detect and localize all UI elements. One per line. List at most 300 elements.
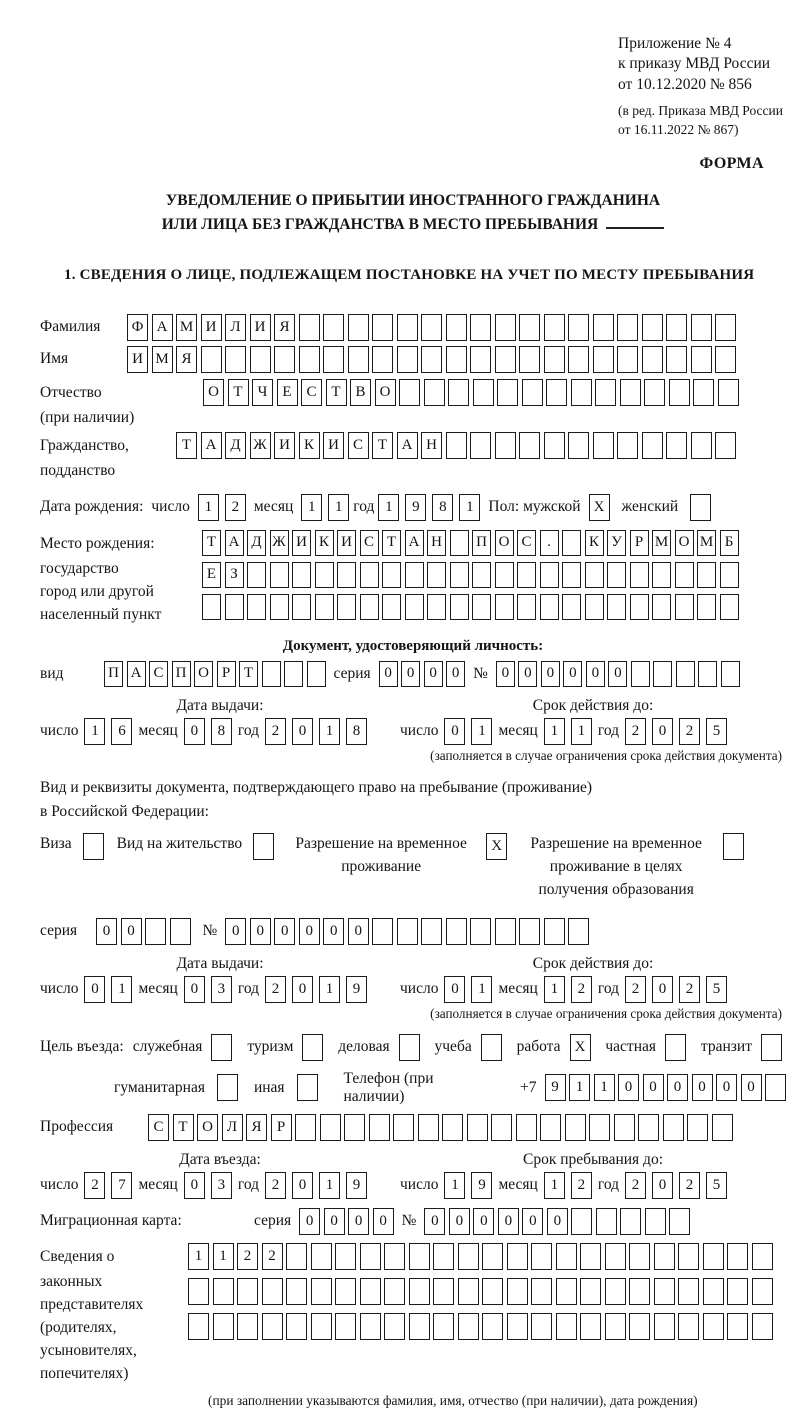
form-cell[interactable]: 0: [449, 1208, 470, 1235]
form-cell[interactable]: К: [585, 530, 604, 556]
form-cell[interactable]: [458, 1278, 479, 1305]
form-cell[interactable]: [270, 562, 289, 588]
form-cell[interactable]: [607, 594, 626, 620]
form-cell[interactable]: С: [148, 1114, 169, 1141]
form-cell[interactable]: [286, 1313, 307, 1340]
form-cell[interactable]: [247, 594, 266, 620]
form-cell[interactable]: [580, 1313, 601, 1340]
birth-place-row3-cells[interactable]: [202, 594, 739, 620]
form-cell[interactable]: 0: [541, 661, 560, 687]
form-cell[interactable]: У: [607, 530, 626, 556]
form-cell[interactable]: [470, 346, 491, 373]
form-cell[interactable]: 0: [250, 918, 271, 945]
form-cell[interactable]: Ж: [250, 432, 271, 459]
form-cell[interactable]: [544, 314, 565, 341]
form-cell[interactable]: [663, 1114, 684, 1141]
form-cell[interactable]: [631, 661, 650, 687]
form-cell[interactable]: 1: [188, 1243, 209, 1270]
form-cell[interactable]: И: [127, 346, 148, 373]
form-cell[interactable]: [433, 1278, 454, 1305]
form-cell[interactable]: 0: [84, 976, 105, 1003]
form-cell[interactable]: 0: [518, 661, 537, 687]
form-cell[interactable]: [472, 594, 491, 620]
form-cell[interactable]: [727, 1278, 748, 1305]
form-cell[interactable]: [531, 1313, 552, 1340]
form-cell[interactable]: [703, 1278, 724, 1305]
purpose-official-checkbox[interactable]: [211, 1034, 232, 1061]
form-cell[interactable]: [335, 1278, 356, 1305]
form-cell[interactable]: К: [315, 530, 334, 556]
form-cell[interactable]: О: [495, 530, 514, 556]
form-cell[interactable]: 0: [324, 1208, 345, 1235]
form-cell[interactable]: [691, 314, 712, 341]
form-cell[interactable]: И: [201, 314, 222, 341]
form-cell[interactable]: [507, 1243, 528, 1270]
form-cell[interactable]: [295, 1114, 316, 1141]
profession-cells[interactable]: [148, 1114, 733, 1141]
form-cell[interactable]: А: [152, 314, 173, 341]
form-cell[interactable]: [698, 661, 717, 687]
form-cell[interactable]: [237, 1313, 258, 1340]
form-cell[interactable]: [372, 346, 393, 373]
form-cell[interactable]: 0: [444, 718, 465, 745]
form-cell[interactable]: 0: [299, 1208, 320, 1235]
form-cell[interactable]: [311, 1278, 332, 1305]
form-cell[interactable]: [629, 1278, 650, 1305]
form-cell[interactable]: 0: [652, 1172, 673, 1199]
form-cell[interactable]: 2: [265, 1172, 286, 1199]
form-cell[interactable]: Т: [382, 530, 401, 556]
form-cell[interactable]: [348, 346, 369, 373]
form-cell[interactable]: [458, 1243, 479, 1270]
birth-day-cells[interactable]: [198, 494, 246, 521]
form-cell[interactable]: [442, 1114, 463, 1141]
form-cell[interactable]: [727, 1243, 748, 1270]
form-cell[interactable]: [752, 1243, 773, 1270]
stay-day-cells[interactable]: [444, 1172, 492, 1199]
form-cell[interactable]: 1: [471, 976, 492, 1003]
form-cell[interactable]: [614, 1114, 635, 1141]
form-cell[interactable]: [531, 1243, 552, 1270]
form-cell[interactable]: [482, 1278, 503, 1305]
form-cell[interactable]: [617, 314, 638, 341]
sex-male-checkbox[interactable]: X: [589, 494, 610, 521]
purpose-humanitarian-checkbox[interactable]: [217, 1074, 238, 1101]
form-cell[interactable]: А: [201, 432, 222, 459]
form-cell[interactable]: 0: [444, 976, 465, 1003]
form-cell[interactable]: 2: [625, 718, 646, 745]
form-cell[interactable]: [720, 594, 739, 620]
form-cell[interactable]: [507, 1313, 528, 1340]
form-cell[interactable]: [225, 594, 244, 620]
form-cell[interactable]: [397, 346, 418, 373]
form-cell[interactable]: 0: [652, 976, 673, 1003]
form-cell[interactable]: [311, 1243, 332, 1270]
form-cell[interactable]: [409, 1243, 430, 1270]
form-cell[interactable]: 0: [292, 1172, 313, 1199]
stay-month-cells[interactable]: [544, 1172, 592, 1199]
form-cell[interactable]: [642, 346, 663, 373]
form-cell[interactable]: А: [397, 432, 418, 459]
residence-expiry-month-cells[interactable]: [544, 976, 592, 1003]
form-cell[interactable]: [568, 346, 589, 373]
doc-issue-year-cells[interactable]: [265, 718, 367, 745]
form-cell[interactable]: М: [652, 530, 671, 556]
form-cell[interactable]: [337, 562, 356, 588]
form-cell[interactable]: 0: [424, 1208, 445, 1235]
residence-issue-year-cells[interactable]: [265, 976, 367, 1003]
form-cell[interactable]: Я: [274, 314, 295, 341]
form-cell[interactable]: [654, 1313, 675, 1340]
form-cell[interactable]: 0: [184, 1172, 205, 1199]
form-cell[interactable]: Р: [271, 1114, 292, 1141]
purpose-business-checkbox[interactable]: [399, 1034, 420, 1061]
form-cell[interactable]: [678, 1313, 699, 1340]
form-cell[interactable]: [482, 1313, 503, 1340]
form-cell[interactable]: 2: [625, 1172, 646, 1199]
form-cell[interactable]: [546, 379, 567, 406]
purpose-transit-checkbox[interactable]: [761, 1034, 782, 1061]
doc-expiry-day-cells[interactable]: [444, 718, 492, 745]
form-cell[interactable]: Л: [222, 1114, 243, 1141]
form-cell[interactable]: Ч: [252, 379, 273, 406]
form-cell[interactable]: 2: [571, 976, 592, 1003]
form-cell[interactable]: .: [540, 530, 559, 556]
form-cell[interactable]: [315, 594, 334, 620]
form-cell[interactable]: Я: [176, 346, 197, 373]
form-cell[interactable]: [495, 432, 516, 459]
form-cell[interactable]: [225, 346, 246, 373]
form-cell[interactable]: [427, 594, 446, 620]
form-cell[interactable]: 2: [265, 718, 286, 745]
form-cell[interactable]: [418, 1114, 439, 1141]
form-cell[interactable]: [605, 1313, 626, 1340]
form-cell[interactable]: [433, 1313, 454, 1340]
form-cell[interactable]: [697, 594, 716, 620]
form-cell[interactable]: [497, 379, 518, 406]
form-cell[interactable]: 1: [571, 718, 592, 745]
form-cell[interactable]: [752, 1313, 773, 1340]
form-cell[interactable]: [170, 918, 191, 945]
form-cell[interactable]: [516, 1114, 537, 1141]
form-cell[interactable]: [652, 594, 671, 620]
form-cell[interactable]: 1: [319, 976, 340, 1003]
form-cell[interactable]: [630, 594, 649, 620]
form-cell[interactable]: П: [472, 530, 491, 556]
phone-cells[interactable]: [545, 1074, 787, 1101]
form-cell[interactable]: [675, 562, 694, 588]
form-cell[interactable]: 0: [348, 1208, 369, 1235]
form-cell[interactable]: [605, 1243, 626, 1270]
form-cell[interactable]: [556, 1313, 577, 1340]
form-cell[interactable]: 5: [706, 976, 727, 1003]
form-cell[interactable]: 0: [563, 661, 582, 687]
form-cell[interactable]: О: [375, 379, 396, 406]
form-cell[interactable]: [433, 1243, 454, 1270]
form-cell[interactable]: И: [292, 530, 311, 556]
form-cell[interactable]: [360, 594, 379, 620]
form-cell[interactable]: [495, 562, 514, 588]
form-cell[interactable]: [544, 346, 565, 373]
doc-issue-month-cells[interactable]: [184, 718, 232, 745]
form-cell[interactable]: 0: [323, 918, 344, 945]
form-cell[interactable]: [473, 379, 494, 406]
form-cell[interactable]: 0: [401, 661, 420, 687]
form-cell[interactable]: Е: [277, 379, 298, 406]
form-cell[interactable]: [286, 1278, 307, 1305]
birth-month-cells[interactable]: [301, 494, 349, 521]
form-cell[interactable]: [678, 1243, 699, 1270]
form-cell[interactable]: М: [176, 314, 197, 341]
form-cell[interactable]: [544, 918, 565, 945]
form-cell[interactable]: 0: [446, 661, 465, 687]
form-cell[interactable]: 0: [274, 918, 295, 945]
doc-expiry-month-cells[interactable]: [544, 718, 592, 745]
form-cell[interactable]: [384, 1278, 405, 1305]
form-cell[interactable]: [360, 562, 379, 588]
form-cell[interactable]: [620, 379, 641, 406]
form-cell[interactable]: [384, 1313, 405, 1340]
form-cell[interactable]: [517, 562, 536, 588]
purpose-tourism-checkbox[interactable]: [302, 1034, 323, 1061]
form-cell[interactable]: [201, 346, 222, 373]
name-cells[interactable]: [127, 346, 736, 373]
form-cell[interactable]: [446, 918, 467, 945]
form-cell[interactable]: [678, 1278, 699, 1305]
form-cell[interactable]: [593, 314, 614, 341]
form-cell[interactable]: [250, 346, 271, 373]
form-cell[interactable]: [482, 1243, 503, 1270]
form-cell[interactable]: [540, 562, 559, 588]
form-cell[interactable]: [691, 432, 712, 459]
form-cell[interactable]: [568, 432, 589, 459]
form-cell[interactable]: [507, 1278, 528, 1305]
form-cell[interactable]: [715, 432, 736, 459]
form-cell[interactable]: 1: [319, 1172, 340, 1199]
form-cell[interactable]: А: [405, 530, 424, 556]
form-cell[interactable]: 0: [586, 661, 605, 687]
form-cell[interactable]: 0: [496, 661, 515, 687]
form-cell[interactable]: [721, 661, 740, 687]
form-cell[interactable]: [372, 314, 393, 341]
residence-issue-day-cells[interactable]: [84, 976, 132, 1003]
form-cell[interactable]: 1: [84, 718, 105, 745]
form-cell[interactable]: [421, 918, 442, 945]
form-cell[interactable]: [565, 1114, 586, 1141]
form-cell[interactable]: Т: [173, 1114, 194, 1141]
form-cell[interactable]: [617, 432, 638, 459]
form-cell[interactable]: [399, 379, 420, 406]
form-cell[interactable]: [669, 379, 690, 406]
form-cell[interactable]: 0: [184, 718, 205, 745]
form-cell[interactable]: [213, 1313, 234, 1340]
form-cell[interactable]: [676, 661, 695, 687]
form-cell[interactable]: [666, 432, 687, 459]
form-cell[interactable]: Е: [202, 562, 221, 588]
form-cell[interactable]: [562, 530, 581, 556]
form-cell[interactable]: [593, 432, 614, 459]
doc-number-cells[interactable]: [496, 661, 740, 687]
form-cell[interactable]: 0: [373, 1208, 394, 1235]
form-cell[interactable]: 2: [679, 976, 700, 1003]
form-cell[interactable]: [715, 346, 736, 373]
form-cell[interactable]: [568, 918, 589, 945]
form-cell[interactable]: Т: [228, 379, 249, 406]
migration-number-cells[interactable]: [424, 1208, 690, 1235]
residence-expiry-day-cells[interactable]: [444, 976, 492, 1003]
form-cell[interactable]: 1: [378, 494, 399, 521]
form-cell[interactable]: 0: [692, 1074, 713, 1101]
form-cell[interactable]: [202, 594, 221, 620]
form-cell[interactable]: Т: [326, 379, 347, 406]
form-cell[interactable]: [571, 379, 592, 406]
form-cell[interactable]: С: [360, 530, 379, 556]
form-cell[interactable]: [712, 1114, 733, 1141]
purpose-study-checkbox[interactable]: [481, 1034, 502, 1061]
form-cell[interactable]: [703, 1313, 724, 1340]
form-cell[interactable]: [188, 1313, 209, 1340]
form-cell[interactable]: 1: [328, 494, 349, 521]
representatives-row3-cells[interactable]: [188, 1313, 773, 1340]
form-cell[interactable]: 0: [348, 918, 369, 945]
form-cell[interactable]: 1: [544, 718, 565, 745]
form-cell[interactable]: 5: [706, 1172, 727, 1199]
form-cell[interactable]: И: [323, 432, 344, 459]
representatives-row2-cells[interactable]: [188, 1278, 773, 1305]
form-cell[interactable]: [323, 314, 344, 341]
form-cell[interactable]: 8: [211, 718, 232, 745]
form-cell[interactable]: 1: [111, 976, 132, 1003]
form-cell[interactable]: П: [172, 661, 191, 687]
form-cell[interactable]: [393, 1114, 414, 1141]
form-cell[interactable]: [580, 1243, 601, 1270]
form-cell[interactable]: [654, 1243, 675, 1270]
form-cell[interactable]: [571, 1208, 592, 1235]
form-cell[interactable]: Б: [720, 530, 739, 556]
form-cell[interactable]: Т: [176, 432, 197, 459]
form-cell[interactable]: Т: [239, 661, 258, 687]
form-cell[interactable]: [470, 314, 491, 341]
form-cell[interactable]: 8: [432, 494, 453, 521]
form-cell[interactable]: Ж: [270, 530, 289, 556]
form-cell[interactable]: 0: [522, 1208, 543, 1235]
form-cell[interactable]: [562, 562, 581, 588]
form-cell[interactable]: 2: [225, 494, 246, 521]
form-cell[interactable]: 1: [459, 494, 480, 521]
form-cell[interactable]: [450, 594, 469, 620]
form-cell[interactable]: [605, 1278, 626, 1305]
form-cell[interactable]: [292, 562, 311, 588]
form-cell[interactable]: 0: [652, 718, 673, 745]
form-cell[interactable]: 1: [444, 1172, 465, 1199]
form-cell[interactable]: О: [194, 661, 213, 687]
form-cell[interactable]: [491, 1114, 512, 1141]
form-cell[interactable]: [360, 1278, 381, 1305]
form-cell[interactable]: [427, 562, 446, 588]
form-cell[interactable]: [372, 918, 393, 945]
form-cell[interactable]: Л: [225, 314, 246, 341]
form-cell[interactable]: Ф: [127, 314, 148, 341]
form-cell[interactable]: Я: [246, 1114, 267, 1141]
form-cell[interactable]: О: [203, 379, 224, 406]
form-cell[interactable]: 0: [741, 1074, 762, 1101]
form-cell[interactable]: [262, 661, 281, 687]
form-cell[interactable]: [666, 314, 687, 341]
form-cell[interactable]: 2: [84, 1172, 105, 1199]
form-cell[interactable]: [335, 1243, 356, 1270]
form-cell[interactable]: 0: [498, 1208, 519, 1235]
form-cell[interactable]: З: [225, 562, 244, 588]
form-cell[interactable]: Д: [225, 432, 246, 459]
form-cell[interactable]: Н: [421, 432, 442, 459]
form-cell[interactable]: [360, 1243, 381, 1270]
form-cell[interactable]: [323, 346, 344, 373]
form-cell[interactable]: [620, 1208, 641, 1235]
form-cell[interactable]: 0: [379, 661, 398, 687]
form-cell[interactable]: [382, 594, 401, 620]
form-cell[interactable]: [580, 1278, 601, 1305]
form-cell[interactable]: 1: [198, 494, 219, 521]
form-cell[interactable]: П: [104, 661, 123, 687]
form-cell[interactable]: [320, 1114, 341, 1141]
form-cell[interactable]: [644, 379, 665, 406]
form-cell[interactable]: 1: [301, 494, 322, 521]
form-cell[interactable]: И: [250, 314, 271, 341]
doc-expiry-year-cells[interactable]: [625, 718, 727, 745]
form-cell[interactable]: [765, 1074, 786, 1101]
form-cell[interactable]: [450, 562, 469, 588]
form-cell[interactable]: [495, 594, 514, 620]
entry-year-cells[interactable]: [265, 1172, 367, 1199]
form-cell[interactable]: С: [301, 379, 322, 406]
form-cell[interactable]: О: [197, 1114, 218, 1141]
residence-series-cells[interactable]: [96, 918, 191, 945]
form-cell[interactable]: [727, 1313, 748, 1340]
form-cell[interactable]: [720, 562, 739, 588]
form-cell[interactable]: 9: [405, 494, 426, 521]
form-cell[interactable]: [693, 379, 714, 406]
form-cell[interactable]: 2: [237, 1243, 258, 1270]
form-cell[interactable]: [544, 432, 565, 459]
form-cell[interactable]: 1: [213, 1243, 234, 1270]
form-cell[interactable]: 1: [544, 976, 565, 1003]
form-cell[interactable]: 9: [346, 976, 367, 1003]
birth-place-row2-cells[interactable]: [202, 562, 739, 588]
form-cell[interactable]: [596, 1208, 617, 1235]
form-cell[interactable]: [472, 562, 491, 588]
form-cell[interactable]: 3: [211, 976, 232, 1003]
form-cell[interactable]: 0: [618, 1074, 639, 1101]
form-cell[interactable]: 1: [594, 1074, 615, 1101]
form-cell[interactable]: 0: [121, 918, 142, 945]
form-cell[interactable]: 0: [473, 1208, 494, 1235]
sex-female-checkbox[interactable]: [690, 494, 711, 521]
form-cell[interactable]: [421, 314, 442, 341]
form-cell[interactable]: С: [149, 661, 168, 687]
form-cell[interactable]: [299, 314, 320, 341]
doc-kind-cells[interactable]: [104, 661, 326, 687]
form-cell[interactable]: [715, 314, 736, 341]
form-cell[interactable]: [348, 314, 369, 341]
stay-year-cells[interactable]: [625, 1172, 727, 1199]
form-cell[interactable]: [669, 1208, 690, 1235]
form-cell[interactable]: [585, 594, 604, 620]
form-cell[interactable]: [652, 562, 671, 588]
form-cell[interactable]: [467, 1114, 488, 1141]
residence-expiry-year-cells[interactable]: [625, 976, 727, 1003]
form-cell[interactable]: [145, 918, 166, 945]
form-cell[interactable]: 0: [424, 661, 443, 687]
